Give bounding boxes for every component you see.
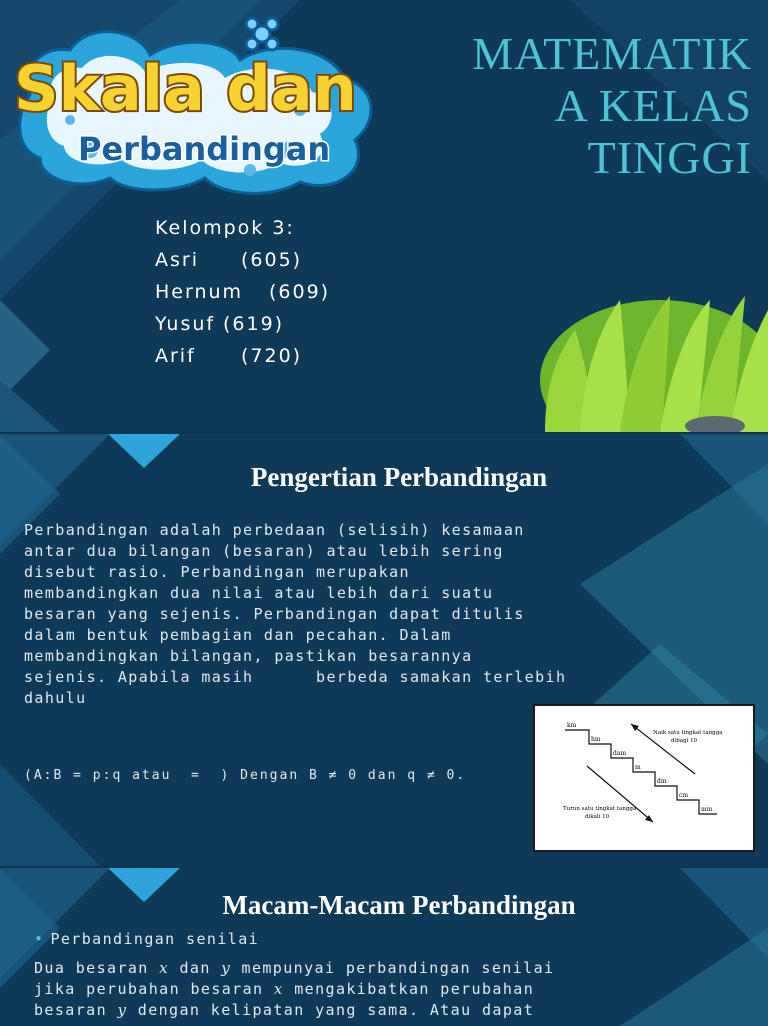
unit-label: cm bbox=[679, 792, 689, 799]
ratio-formula: (A:B = p:q atau = ) Dengan B ≠ 0 dan q ≠ 0. bbox=[24, 768, 467, 783]
group-members bbox=[155, 212, 330, 372]
text-run: mengakibatkan perubahan bbox=[283, 980, 535, 998]
member-name: Hernum bbox=[155, 281, 244, 303]
text-run: dengan kelipatan yang sama. Atau dapat bbox=[127, 1001, 535, 1019]
unit-label: hm bbox=[591, 736, 601, 743]
unit-label: dam bbox=[613, 750, 627, 757]
member-id: (609) bbox=[269, 281, 331, 303]
unit-label: m bbox=[635, 764, 641, 771]
unit-label: dm bbox=[657, 778, 667, 785]
main-title-line-2: A KELAS bbox=[554, 80, 752, 131]
types-slide bbox=[0, 868, 768, 1026]
bullet-text: Perbandingan senilai bbox=[50, 930, 260, 948]
member-row bbox=[155, 308, 330, 340]
group-label: Kelompok 3: bbox=[155, 217, 295, 239]
up-note: dibagi 10 bbox=[671, 738, 698, 744]
variable: x bbox=[273, 980, 284, 998]
down-note: dikali 10 bbox=[585, 814, 610, 820]
member-name: Yusuf bbox=[155, 313, 216, 335]
paragraph-line: Perbandingan adalah perbedaan (selisih) kesamaan bbox=[24, 521, 525, 539]
member-row bbox=[155, 244, 330, 276]
bullet-item bbox=[34, 930, 259, 948]
variable: x bbox=[159, 959, 170, 977]
logo-text-line1: Skala dan bbox=[14, 52, 357, 125]
skala-dan-perbandingan-logo bbox=[0, 0, 400, 200]
paragraph-line: besaran yang sejenis. Perbandingan dapat ditulis bbox=[24, 605, 525, 623]
paragraph-line bbox=[34, 1000, 594, 1021]
text-run: Dua besaran bbox=[34, 959, 160, 977]
paragraph-line: disebut rasio. Perbandingan merupakan bbox=[24, 563, 410, 581]
main-title bbox=[412, 28, 752, 184]
member-id: (720) bbox=[241, 345, 303, 367]
up-note: Naik satu tingkat tangga bbox=[653, 730, 723, 736]
paragraph-line: sejenis. Apabila masih berbeda samakan terlebih bbox=[24, 668, 567, 686]
text-run: mempunyai perbandingan senilai bbox=[231, 959, 555, 977]
unit-label: mm bbox=[701, 806, 713, 813]
text-run: besaran bbox=[34, 1001, 118, 1019]
paragraph-line: membandingkan dua nilai atau lebih dari suatu bbox=[24, 584, 494, 602]
section-heading: Macam-Macam Perbandingan bbox=[222, 890, 576, 920]
paragraph-line bbox=[34, 979, 594, 1000]
section-heading: Pengertian Perbandingan bbox=[250, 462, 548, 492]
senilai-paragraph bbox=[34, 958, 594, 1021]
member-id: (619) bbox=[223, 313, 285, 335]
member-row bbox=[155, 276, 330, 308]
variable: y bbox=[117, 1001, 128, 1019]
paragraph-line: dalam bentuk pembagian dan pecahan. Dalam bbox=[24, 626, 452, 644]
member-row bbox=[155, 340, 330, 372]
variable: y bbox=[221, 959, 232, 977]
member-name: Asri bbox=[155, 249, 199, 271]
member-name: Arif bbox=[155, 345, 196, 367]
paragraph-line: antar dua bilangan (besaran) atau lebih sering bbox=[24, 542, 504, 560]
text-run: jika perubahan besaran bbox=[34, 980, 274, 998]
title-slide bbox=[0, 0, 768, 432]
paragraph-line bbox=[34, 958, 594, 979]
paragraph-line: dahulu bbox=[24, 689, 87, 707]
bullet-icon: • bbox=[34, 930, 45, 948]
down-note: Turun satu tingkat tangga bbox=[563, 806, 637, 812]
unit-ladder-diagram bbox=[533, 704, 755, 852]
paragraph-line: membandingkan bilangan, pastikan besarannya bbox=[24, 647, 473, 665]
definition-paragraph bbox=[24, 520, 567, 709]
seaweed-icon bbox=[540, 296, 768, 432]
unit-label: km bbox=[567, 722, 577, 729]
definition-slide bbox=[0, 434, 768, 866]
main-title-line-1: MATEMATIK bbox=[472, 28, 752, 79]
logo-text-line2: Perbandingan bbox=[78, 130, 331, 168]
main-title-line-3: TINGGI bbox=[587, 132, 752, 183]
text-run: dan bbox=[169, 959, 222, 977]
member-id: (605) bbox=[241, 249, 303, 271]
flower-icon bbox=[246, 18, 278, 50]
